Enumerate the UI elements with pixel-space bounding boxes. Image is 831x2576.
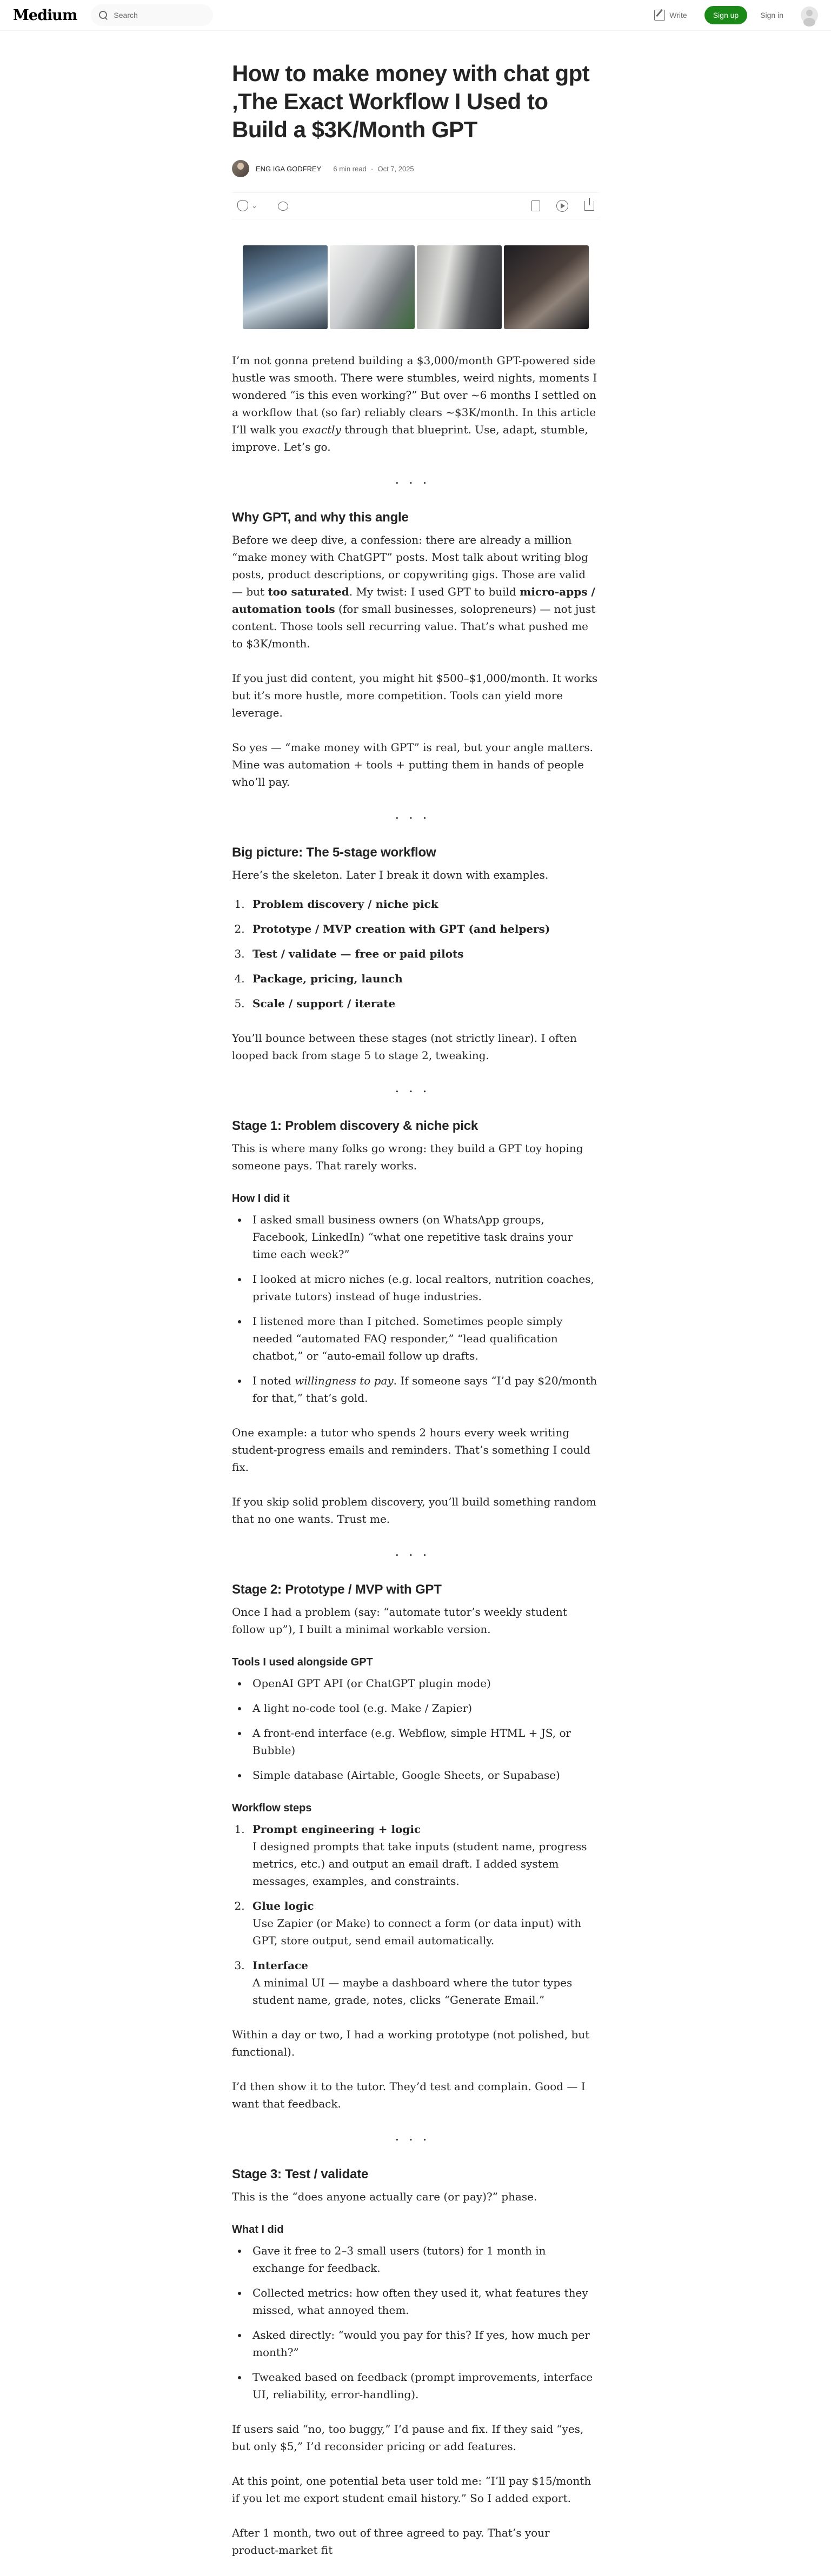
paragraph: At this point, one potential beta user told me: “I’ll pay $15/month if you let me export student email history.” So I added export. (232, 2474, 591, 2505)
article-title: How to make money with chat gpt ,The Exact Workflow I Used to Build a $3K/Month GPT (232, 61, 590, 142)
paragraph: If users said “no, too buggy,” I’d pause and fix. If they said “yes, but only $5,” I’d reconsider pricing or add features. (232, 2423, 584, 2453)
paragraph: Within a day or two, I had a working prototype (not polished, but functional). (232, 2028, 590, 2058)
subheading-tools: Tools I used alongside GPT (232, 1656, 373, 1668)
write-button[interactable] (654, 10, 687, 21)
section-separator: ... (395, 2129, 437, 2144)
stage1-bullets (248, 1211, 600, 1407)
paragraph: So yes — “make money with GPT” is real, but your angle matters. Mine was automation + tools + putting them in hands of people who’ll pay. (232, 741, 594, 788)
section-separator: ... (395, 472, 437, 487)
list-item: 2. Prototype / MVP creation with GPT (and helpers) (248, 920, 600, 938)
paragraph: One example: a tutor who spends 2 hours every week writing student-progress emails and reminders. That’s something I could fix. (232, 1426, 591, 1474)
list-item: 1. Problem discovery / niche pick (248, 895, 600, 913)
paragraph: If you skip solid problem discovery, you’ll build something random that no one wants. Trust me. (232, 1495, 596, 1525)
hero-photo-laptop-city (243, 245, 328, 329)
list-item: 5. Scale / support / iterate (248, 995, 600, 1012)
list-item: 3. Test / validate — free or paid pilots (248, 945, 600, 962)
read-time: 6 min read (333, 164, 367, 173)
top-navbar (0, 0, 831, 31)
list-item: 4. Package, pricing, launch (248, 970, 600, 987)
paragraph: Before we deep dive, a confession: there are already a million “make money with ChatGPT” posts. Most talk about writing blog posts, product descriptions, or copywriting gigs. Those are valid — but too saturated. My twist: I used GPT to build micro-apps / automation tools (for small businesses, solopreneurs) — not just content. Those tools sell recurring value. That’s what pushed me to $3K/month. (232, 533, 596, 650)
subheading-what-i-did: What I did (232, 2224, 284, 2236)
subheading-how-i-did-it: How I did it (232, 1193, 290, 1205)
share-icon[interactable] (584, 201, 594, 211)
publish-date: Oct 7, 2025 (377, 164, 414, 173)
list-item: • I asked small business owners (on WhatsApp groups, Facebook, LinkedIn) “what one repetitive task drains your time each week?” (248, 1211, 600, 1263)
paragraph: Here’s the skeleton. Later I break it down with examples. (232, 868, 549, 881)
list-item: 1. Prompt engineering + logic I designed prompts that take inputs (student name, progress metrics, etc.) and output an email draft. I added system messages, examples, and constraints. (248, 1821, 600, 1890)
article-body (232, 352, 600, 2559)
write-label: Write (669, 11, 687, 19)
list-item: • Simple database (Airtable, Google Sheets, or Supabase) (248, 1767, 600, 1784)
list-item: • I listened more than I pitched. Sometimes people simply needed “automated FAQ responder,” “lead qualification chatbot,” or “auto-email follow up drafts. (248, 1313, 600, 1364)
list-item: • Tweaked based on feedback (prompt improvements, interface UI, reliability, error-handling). (248, 2368, 600, 2403)
paragraph: If you just did content, you might hit $500–$1,000/month. It works but it’s more hustle, more competition. Tools can yield more leverage. (232, 672, 598, 719)
subheading-workflow-steps: Workflow steps (232, 1802, 312, 1814)
heading-stage-3: Stage 3: Test / validate (232, 2167, 369, 2182)
list-item: 3. Interface A minimal UI — maybe a dashboard where the tutor types student name, grade, notes, clicks “Generate Email.” (248, 1957, 600, 2009)
search-icon (98, 10, 108, 20)
list-item: 2. Glue logic Use Zapier (or Make) to connect a form (or data input) with GPT, store output, send email automatically. (248, 1897, 600, 1949)
workflow-steps-list (248, 1821, 600, 2009)
play-listen-icon[interactable] (556, 200, 568, 212)
paragraph: I’d then show it to the tutor. They’d test and complain. Good — I want that feedback. (232, 2080, 586, 2110)
clap-button[interactable] (237, 200, 257, 211)
clap-icon (237, 200, 248, 211)
list-item: • I noted willingness to pay. If someone says “I’d pay $20/month for that,” that’s gold. (248, 1372, 600, 1407)
intro-paragraph: I’m not gonna pretend building a $3,000/month GPT-powered side hustle was smooth. There were stumbles, weird nights, moments I wondered “is this even working?” But over ~6 months I settled on a workflow that (so far) reliably clears ~$3K/month. In this article I’ll walk you exactly through that blueprint. Use, adapt, stumble, improve. Let’s go. (232, 354, 597, 453)
author-avatar[interactable] (232, 160, 249, 177)
list-item: • A light no-code tool (e.g. Make / Zapier) (248, 1700, 600, 1717)
section-separator: ... (395, 807, 437, 822)
byline (232, 160, 600, 177)
tools-list (248, 1675, 600, 1784)
sign-in-link[interactable]: Sign in (760, 11, 783, 19)
meta-separator-dot: · (370, 164, 374, 173)
list-item: • A front-end interface (e.g. Webflow, simple HTML + JS, or Bubble) (248, 1724, 600, 1759)
user-avatar-icon[interactable] (801, 6, 818, 24)
clap-chevron-icon: ⌄ (251, 202, 257, 210)
heading-big-picture: Big picture: The 5-stage workflow (232, 845, 436, 860)
bookmark-icon[interactable] (531, 200, 540, 211)
sign-up-button[interactable]: Sign up (704, 6, 747, 24)
list-item: • OpenAI GPT API (or ChatGPT plugin mode) (248, 1675, 600, 1692)
heading-stage-1: Stage 1: Problem discovery & niche pick (232, 1119, 478, 1133)
list-item: • Gave it free to 2–3 small users (tutors) for 1 month in exchange for feedback. (248, 2242, 600, 2277)
hero-photo-laptop-hands (330, 245, 415, 329)
paragraph: After 1 month, two out of three agreed to pay. That’s your product-market fit (232, 2526, 550, 2557)
list-item: • I looked at micro niches (e.g. local realtors, nutrition coaches, private tutors) instead of huge industries. (248, 1270, 600, 1305)
paragraph: This is the “does anyone actually care (or pay)?” phase. (232, 2190, 537, 2203)
paragraph: Once I had a problem (say: “automate tutor’s weekly student follow up”), I built a minimal workable version. (232, 1605, 567, 1636)
medium-logo[interactable]: Medium (13, 6, 77, 24)
article (232, 59, 600, 2576)
stages-list (248, 895, 600, 1012)
hero-photo-man-thinking (417, 245, 502, 329)
stage3-bullets (248, 2242, 600, 2403)
hero-image (243, 245, 589, 329)
hero-photo-typing (504, 245, 589, 329)
heading-stage-2: Stage 2: Prototype / MVP with GPT (232, 1582, 442, 1597)
search-input[interactable]: Search (114, 11, 138, 19)
heading-why-gpt: Why GPT, and why this angle (232, 510, 409, 525)
paragraph: This is where many folks go wrong: they build a GPT toy hoping someone pays. That rarely works. (232, 1142, 583, 1172)
list-item: • Collected metrics: how often they used it, what features they missed, what annoyed them. (248, 2284, 600, 2319)
write-icon (654, 10, 665, 21)
paragraph: You’ll bounce between these stages (not strictly linear). I often looped back from stage 5 to stage 2, tweaking. (232, 1032, 577, 1062)
section-separator: ... (395, 1544, 437, 1559)
author-name[interactable]: ENG IGA GODFREY (256, 164, 322, 173)
comment-icon[interactable] (278, 202, 288, 211)
list-item: • Asked directly: “would you pay for this? If yes, how much per month?” (248, 2326, 600, 2361)
section-separator: ... (395, 1080, 437, 1095)
action-bar-right (531, 200, 594, 212)
search-bar[interactable] (91, 4, 213, 26)
article-action-bar (232, 192, 600, 219)
nav-actions (654, 6, 818, 24)
